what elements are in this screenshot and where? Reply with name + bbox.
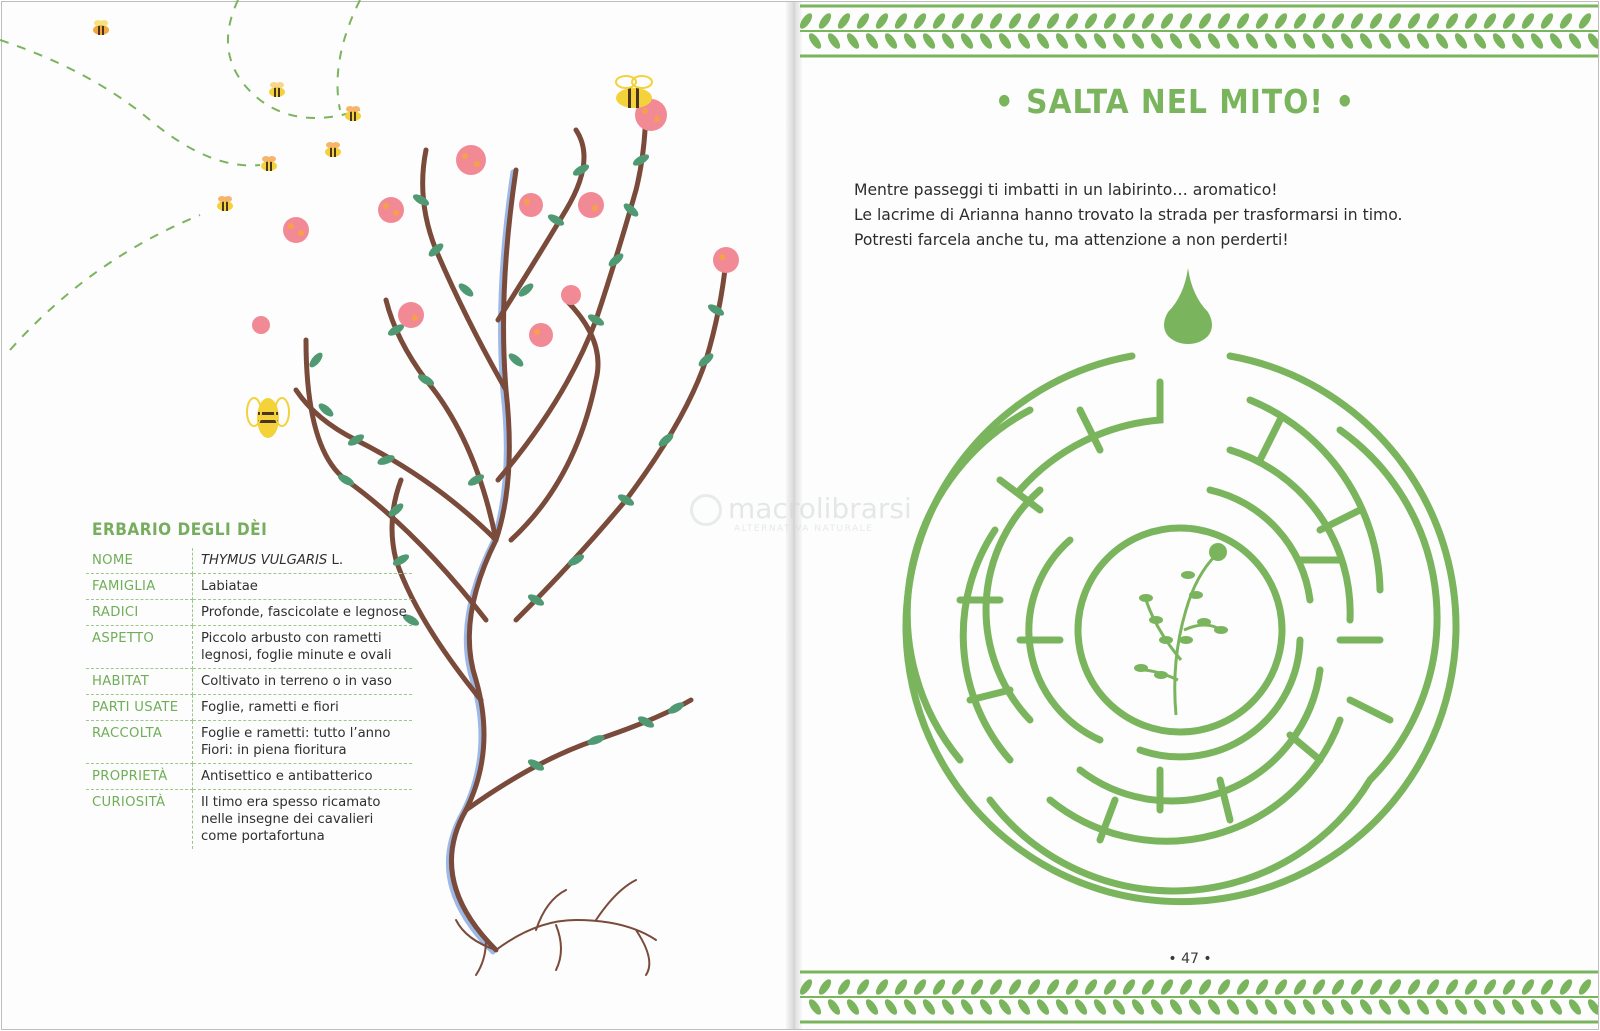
table-row [86,695,412,721]
intro-line: Potresti farcela anche tu, ma attenzione a non perderti! [854,231,1289,249]
leaf-icon [1292,11,1309,30]
table-row [86,574,412,600]
leaf-icon [912,977,929,996]
leaf-icon [988,977,1005,996]
leaf-icon [1073,31,1090,50]
leaf-icon [1178,977,1195,996]
row-key: RACCOLTA [86,721,193,764]
leaf-icon [1102,11,1119,30]
leaf-icon [1140,11,1157,30]
leaf-icon [807,31,824,50]
leaf-icon [1567,31,1584,50]
leaf-icon [893,977,910,996]
leaf-icon [1425,11,1442,30]
leaf-icon [1311,977,1328,996]
leaf-icon [1558,11,1575,30]
leaf-icon [1244,31,1261,50]
leaf-icon [940,31,957,50]
leaf-icon [1482,11,1499,30]
leaf-icon [1159,977,1176,996]
leaf-icon [1235,977,1252,996]
thyme-sprig-icon [1126,540,1236,720]
leaf-icon [1358,31,1375,50]
leaf-icon [1130,31,1147,50]
leaf-icon [1121,11,1138,30]
leaf-icon [1187,997,1204,1016]
leaf-icon [1092,31,1109,50]
leaf-icon [883,31,900,50]
leaf-icon [1111,31,1128,50]
leaf-icon [1045,977,1062,996]
leaf-icon [1007,977,1024,996]
leaf-icon [1396,31,1413,50]
leaf-icon [1197,977,1214,996]
leaf-icon [690,494,722,526]
leaf-icon [1026,977,1043,996]
leaf-icon [864,31,881,50]
leaf-icon [1453,997,1470,1016]
leaf-icon [1539,11,1556,30]
row-value: Foglie e rametti: tutto l’anno Fiori: in piena fioritura [193,721,413,764]
leaf-icon [1254,977,1271,996]
latin-suffix: L. [327,553,344,568]
leaf-icon [1311,11,1328,30]
leaf-icon [1263,31,1280,50]
leaf-icon [1548,997,1565,1016]
latin-name: THYMUS VULGARIS [201,553,328,568]
leaf-icon [1045,11,1062,30]
leaf-icon [800,11,814,30]
leaf-icon [1444,977,1461,996]
row-key: CURIOSITÀ [86,790,193,850]
leaf-icon [800,977,814,996]
leaf-icon [1159,11,1176,30]
leaf-icon [1444,11,1461,30]
row-value [193,548,413,574]
leaf-icon [940,997,957,1016]
leaf-icon [1225,31,1242,50]
leaf-icon [1035,31,1052,50]
leaf-icon [1216,11,1233,30]
table-row [86,600,412,626]
leaf-icon [1273,977,1290,996]
leaf-icon [921,997,938,1016]
leaf-icon [1548,31,1565,50]
leaf-icon [836,977,853,996]
bee-icon [88,18,114,40]
leaf-icon [1586,31,1598,50]
row-key: FAMIGLIA [86,574,193,600]
leaf-icon [931,977,948,996]
leaf-icon [902,31,919,50]
leaf-icon [1187,31,1204,50]
leaf-icon [902,997,919,1016]
leaf-icon [1016,31,1033,50]
leaf-icon [864,997,881,1016]
leaf-icon [1567,997,1584,1016]
leaf-icon [1482,977,1499,996]
leaf-icon [1168,31,1185,50]
leaf-icon [1349,977,1366,996]
leaf-icon [1577,977,1594,996]
leaf-icon [1501,11,1518,30]
row-value: Coltivato in terreno o in vaso [193,669,413,695]
leaf-icon [950,977,967,996]
leaf-icon [978,997,995,1016]
leaf-icon [1073,997,1090,1016]
leaf-icon [1387,11,1404,30]
table-row [86,721,412,764]
leaf-icon [845,31,862,50]
leaf-icon [1140,977,1157,996]
activity-title: • SALTA NEL MITO! • [994,82,1356,121]
leaf-icon [1368,977,1385,996]
leaf-icon [959,997,976,1016]
leaf-icon [1092,997,1109,1016]
leaf-icon [1330,11,1347,30]
leaf-icon [826,997,843,1016]
leaf-icon [1425,977,1442,996]
leaf-icon [1102,977,1119,996]
leaf-icon [1263,997,1280,1016]
row-key: ASPETTO [86,626,193,669]
leaf-icon [931,11,948,30]
leaf-icon [1301,997,1318,1016]
leaf-icon [1064,977,1081,996]
leaf-icon [1491,31,1508,50]
row-key: PARTI USATE [86,695,193,721]
leaf-icon [1463,11,1480,30]
leaf-icon [1529,31,1546,50]
leaf-icon [1406,977,1423,996]
leaf-border [800,968,1598,1026]
leaf-icon [988,11,1005,30]
leaf-icon [1358,997,1375,1016]
row-value: Labiatae [193,574,413,600]
leaf-icon [1510,31,1527,50]
herbarium-table [86,548,412,849]
leaf-icon [1273,11,1290,30]
leaf-icon [1510,997,1527,1016]
table-row [86,669,412,695]
leaf-icon [874,11,891,30]
leaf-icon [1501,977,1518,996]
leaf-icon [1339,997,1356,1016]
leaf-icon [959,31,976,50]
leaf-icon [1130,997,1147,1016]
leaf-icon [1206,997,1223,1016]
leaf-icon [997,997,1014,1016]
leaf-icon [855,11,872,30]
leaf-icon [1320,31,1337,50]
leaf-icon [1349,11,1366,30]
leaf-icon [921,31,938,50]
leaf-icon [1197,11,1214,30]
leaf-icon [912,11,929,30]
intro-line: Le lacrime di Arianna hanno trovato la strada per trasformarsi in timo. [854,206,1403,224]
leaf-border [800,4,1598,62]
leaf-icon [893,11,910,30]
leaf-icon [1472,31,1489,50]
row-key: RADICI [86,600,193,626]
leaf-icon [817,11,834,30]
herbarium-title: ERBARIO DEGLI DÈI [92,520,268,540]
leaf-icon [1539,977,1556,996]
leaf-icon [1083,977,1100,996]
table-row [86,764,412,790]
leaf-icon [874,977,891,996]
leaf-icon [1121,977,1138,996]
row-value: Profonde, fascicolate e legnose [193,600,413,626]
leaf-icon [1083,11,1100,30]
leaf-icon [1377,31,1394,50]
leaf-icon [1406,11,1423,30]
leaf-icon [1586,997,1598,1016]
row-key: HABITAT [86,669,193,695]
leaf-icon [817,977,834,996]
leaf-icon [1520,977,1537,996]
leaf-icon [1054,31,1071,50]
leaf-icon [1007,11,1024,30]
row-value: Il timo era spesso ricamato nelle insegne dei cavalieri come portafortuna [201,795,381,844]
watermark [690,490,950,540]
leaf-icon [1558,977,1575,996]
leaf-icon [1339,31,1356,50]
leaf-icon [1577,11,1594,30]
leaf-icon [1282,997,1299,1016]
leaf-icon [1225,997,1242,1016]
leaf-icon [1016,997,1033,1016]
leaf-icon [1472,997,1489,1016]
table-row [86,626,412,669]
leaf-icon [807,997,824,1016]
watermark-tagline: ALTERNATIVA NATURALE [734,524,874,534]
leaf-icon [1054,997,1071,1016]
leaf-icon [836,11,853,30]
leaf-icon [1415,31,1432,50]
leaf-icon [1415,997,1432,1016]
page-number: • 47 • [1168,951,1212,967]
leaf-icon [1282,31,1299,50]
leaf-icon [950,11,967,30]
leaf-icon [1149,997,1166,1016]
watermark-name: macrolibrarsi [728,492,912,525]
leaf-icon [1491,997,1508,1016]
leaf-icon [826,31,843,50]
leaf-icon [1064,11,1081,30]
leaf-icon [1235,11,1252,30]
bee-icon [212,194,238,216]
leaf-icon [1026,11,1043,30]
leaf-icon [1529,997,1546,1016]
row-value: Antisettico e antibatterico [193,764,413,790]
leaf-icon [1216,977,1233,996]
leaf-icon [969,977,986,996]
drop-icon [1162,266,1214,346]
leaf-icon [1149,31,1166,50]
leaf-icon [1168,997,1185,1016]
row-value: Foglie, rametti e fiori [193,695,413,721]
leaf-icon [1292,977,1309,996]
leaf-icon [1520,11,1537,30]
table-row [86,548,412,574]
bee-icon [600,68,666,124]
leaf-icon [1254,11,1271,30]
leaf-icon [978,31,995,50]
leaf-icon [1301,31,1318,50]
leaf-icon [1396,997,1413,1016]
leaf-icon [1320,997,1337,1016]
leaf-icon [1206,31,1223,50]
leaf-icon [1453,31,1470,50]
leaf-icon [1434,997,1451,1016]
leaf-icon [1330,977,1347,996]
leaf-icon [997,31,1014,50]
leaf-icon [1368,11,1385,30]
leaf-icon [1111,997,1128,1016]
leaf-icon [845,997,862,1016]
intro-line: Mentre passeggi ti imbatti in un labirinto… aromatico! [854,181,1278,199]
row-key: PROPRIETÀ [86,764,193,790]
leaf-icon [1035,997,1052,1016]
leaf-icon [1387,977,1404,996]
herbarium-card [86,520,412,849]
leaf-icon [969,11,986,30]
row-key: NOME [86,548,193,574]
leaf-icon [1434,31,1451,50]
leaf-icon [1377,997,1394,1016]
bee-icon [240,378,296,452]
row-value: Piccolo arbusto con rametti legnosi, foglie minute e ovali [193,626,413,669]
leaf-icon [1178,11,1195,30]
leaf-icon [883,997,900,1016]
activity-intro [854,178,1554,253]
leaf-icon [1244,997,1261,1016]
table-row [86,790,412,850]
leaf-icon [1463,977,1480,996]
leaf-icon [855,977,872,996]
